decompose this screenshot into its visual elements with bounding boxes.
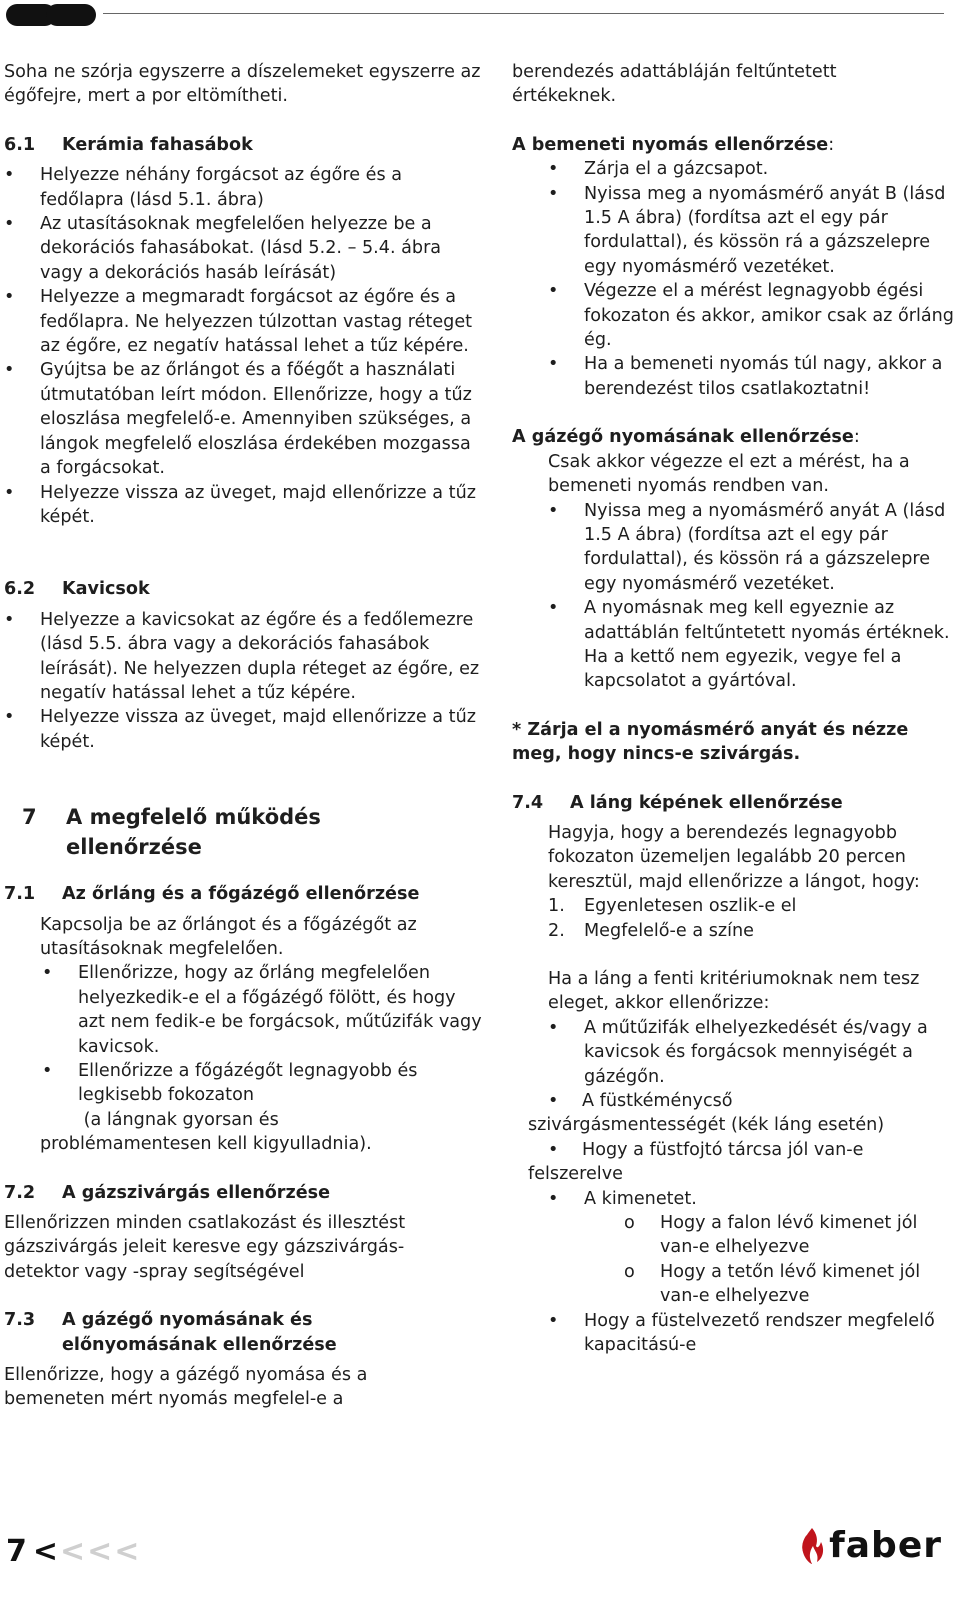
section-7-1-heading: 7.1 Az őrláng és a főgázégő ellenőrzése [4,884,420,905]
list-item-flue-cont: szivárgásmentességét (kék láng esetén) [528,1115,885,1136]
list-item: • Nyissa meg a nyomásmérő anyát B (lásd 1.5 A ábra) (fordítsa azt el egy pár fordulattal), és kössön rá a gázszelepre egy nyomásmérő vezetéket. [548,182,958,280]
page-number-nav [6,1532,139,1572]
list-item: • Helyezze a megmaradt forgácsot az égőre és a fedőlapra. Ne helyezzen túlzottan vastag réteget az égőre, ez negatív hatással lehet a tűz képére. [4,285,484,358]
section-7-3-text: Ellenőrizze, hogy a gázégő nyomása és a bemeneten mért nyomás megfelel-e a [4,1365,368,1410]
prev-arrow-icon[interactable]: < [32,1534,59,1569]
section-6-2-list [4,608,484,754]
section-7-4-list-flue-system [548,1309,958,1358]
section-7-1-list [42,961,484,1107]
list-item: • Helyezze vissza az üveget, majd ellenőrizze a tűz képét. [4,481,484,530]
inlet-pressure-list [548,157,958,401]
list-item-damper-cont: felszerelve [528,1164,623,1185]
burner-pressure-list [548,499,958,694]
section-7-4-check-intro: Ha a láng a fenti kritériumoknak nem tesz eleget, akkor ellenőrizze: [548,969,920,1014]
prev-arrow-icon: < [60,1534,86,1569]
list-item: • Zárja el a gázcsapot. [548,157,958,181]
list-item: • Gyújtsa be az őrlángot és a főégőt a használati útmutatóban leírt módon. Ellenőrizze, hogy a tűz eloszlása megfelelő-e. Amennyiben szükséges, a lángok megfelelő eloszlása érdekében mozgassa a forgácsokat. [4,358,484,480]
intro-text: Soha ne szórja egyszerre a díszelemeket egyszerre az égőfejre, mert a por eltömítheti. [4,62,481,107]
section-7-3-heading: 7.3 A gázégő nyomásának és előnyomásának ellenőrzése [4,1310,337,1355]
right-column [512,60,958,1358]
list-item: • A nyomásnak meg kell egyeznie az adattáblán feltűntetett nyomás értéknek. Ha a kettő nem egyezik, vegye fel a kapcsolatot a gyártóval. [548,596,958,694]
section-6-1-heading: 6.1 Kerámia fahasábok [4,134,253,155]
section-7-2-heading: 7.2 A gázszivárgás ellenőrzése [4,1182,331,1203]
header-decoration [6,4,96,26]
section-6-2-heading: 6.2 Kavicsok [4,579,150,600]
burner-pressure-intro: Csak akkor végezze el ezt a mérést, ha a bemeneti nyomás rendben van. [548,451,910,497]
list-item: • Ellenőrizze a főgázégőt legnagyobb és legkisebb fokozaton [42,1059,484,1108]
continued-text: berendezés adattábláján feltűntetett értékeknek. [512,62,837,107]
brand-name: faber [829,1524,942,1566]
header-rule [103,13,944,14]
section-7-4-numbered [548,894,958,943]
section-7-4-list [548,1016,958,1089]
prev-arrow-icon: < [114,1534,140,1569]
prev-arrow-icon: < [87,1534,113,1569]
list-item-flue: • A füstkéménycső [548,1091,733,1112]
list-item: • Hogy a füstelvezető rendszer megfelelő kapacitású-e [548,1309,958,1358]
section-7-1-note-line1: (a lángnak gyorsan és [78,1109,279,1130]
section-7-1-intro: Kapcsolja be az őrlángot és a főgázégőt az utasításoknak megfelelően. [40,914,417,959]
list-item: • Végezze el a mérést legnagyobb égési fokozaton és akkor, amikor csak az őrláng ég. [548,279,958,352]
list-item-damper: • Hogy a füstfojtó tárcsa jól van-e [548,1139,864,1160]
leak-note: * Zárja el a nyomásmérő anyát és nézze meg, hogy nincs-e szivárgás. [512,719,909,765]
list-item: 2. Megfelelő-e a színe [548,920,754,941]
flame-logo-icon [797,1526,827,1566]
section-7-4-list-outlet [548,1187,958,1211]
list-item: • Helyezze vissza az üveget, majd ellenőrizze a tűz képét. [4,705,484,754]
burner-pressure-heading: A gázégő nyomásának ellenőrzése: [512,427,860,448]
section-7-heading: 7 A megfelelő működés ellenőrzése [22,805,321,860]
list-item: • Az utasításoknak megfelelően helyezze be a dekorációs fahasábokat. (lásd 5.2. – 5.4. ábra vagy a dekorációs hasáb leírását) [4,212,484,285]
list-item: • Helyezze néhány forgácsot az égőre és a fedőlapra (lásd 5.1. ábra) [4,163,484,212]
list-item: • Helyezze a kavicsokat az égőre és a fedőlemezre (lásd 5.5. ábra vagy a dekorációs fahasábok leírását). Ne helyezzen dupla réteget az égőre, ez negatív hatással lehet a tűz képére. [4,608,484,706]
list-item: • A műtűzifák elhelyezkedését és/vagy a kavicsok és forgácsok mennyiségét a gázégőn. [548,1016,958,1089]
list-item: o Hogy a falon lévő kimenet jól van-e elhelyezve [624,1211,958,1260]
list-item: • A kimenetet. [548,1187,958,1211]
section-7-4-heading: 7.4 A láng képének ellenőrzése [512,792,843,813]
brand-logo [797,1526,942,1566]
section-7-2-text: Ellenőrizzen minden csatlakozást és illesztést gázszivárgás jeleit keresve egy gázszivárgás-detektor vagy -spray segítségével [4,1213,406,1282]
list-item: • Ha a bemeneti nyomás túl nagy, akkor a berendezést tilos csatlakoztatni! [548,352,958,401]
list-item: o Hogy a tetőn lévő kimenet jól van-e elhelyezve [624,1260,958,1309]
list-item: • Nyissa meg a nyomásmérő anyát A (lásd 1.5 A ábra) (fordítsa azt el egy pár fordulattal), és kössön rá a gázszelepre egy nyomásmérő vezetéket. [548,499,958,597]
list-item: 1. Egyenletesen oszlik-e el [548,896,797,917]
section-7-4-intro: Hagyja, hogy a berendezés legnagyobb fokozaton üzemeljen legalább 20 percen keresztül, majd ellenőrizze a lángot, hogy: [548,822,920,892]
section-6-1-list [4,163,484,529]
left-column [4,60,484,1412]
outlet-sublist [624,1211,958,1309]
list-item: • Ellenőrizze, hogy az őrláng megfelelően helyezkedik-e el a főgázégő fölött, és hogy azt nem fedik-e be forgácsok, műtűzifák vagy kavicsok. [42,961,484,1059]
inlet-pressure-heading: A bemeneti nyomás ellenőrzése: [512,134,835,155]
section-7-1-note-line2: problémamentesen kell kigyulladnia). [40,1134,372,1155]
page-number: 7 [6,1534,27,1569]
